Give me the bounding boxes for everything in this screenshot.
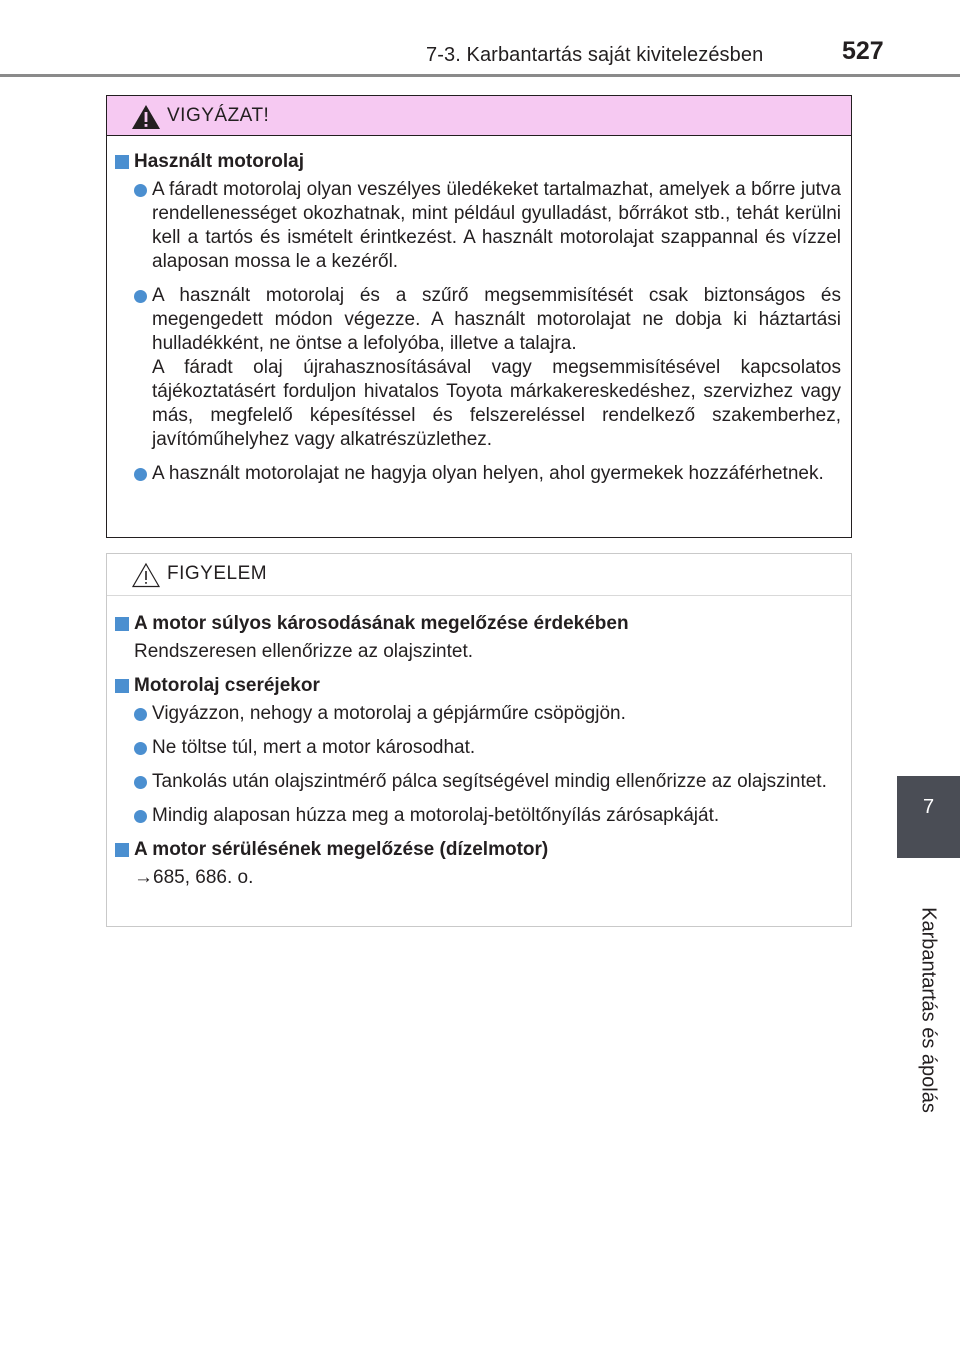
- bullet-text: A fáradt olaj újrahasznosításával vagy megsemmisítésével kapcsolatos tájékoztatásért forduljon hivatalos Toyota márkakereskedéshez, szervizhez vagy más, megfelelő képesítéssel és felszereléssel rendelkező szakemberhez, javítóműhelyhez vagy alkatrészüzlethez.: [152, 357, 841, 450]
- notice-header: [107, 554, 851, 596]
- chapter-label: Karbantartás és ápolás: [917, 907, 940, 1113]
- warning-heading: VIGYÁZAT!: [167, 105, 270, 126]
- warning-body: [107, 136, 851, 486]
- section-text: Rendszeresen ellenőrizze az olajszintet.: [134, 641, 474, 662]
- bullet-text: A használt motorolajat ne hagyja olyan helyen, ahol gyermekek hozzáférhetnek.: [152, 463, 824, 484]
- list-item: Vigyázzon, nehogy a motorolaj a gépjárműre csöpögjön.: [115, 702, 841, 726]
- list-item: Tankolás után olajszintmérő pálca segítségével mindig ellenőrizze az olajszintet.: [115, 770, 841, 794]
- warning-triangle-outline-icon: [131, 562, 161, 588]
- section-title: A motor sérülésének megelőzése (dízelmotor): [115, 838, 841, 862]
- notice-heading: FIGYELEM: [167, 563, 268, 584]
- page-number: 527: [842, 37, 884, 65]
- section-title: Használt motorolaj: [115, 150, 841, 174]
- bullet-text: A fáradt motorolaj olyan veszélyes üledékeket tartalmazhat, amelyek a bőrre jutva rendellenességet okozhatnak, mint például gyulladást, bőrrákot stb., tehát kerülni kell a tartós és ismételt érintkezést. A használt motorolajat szappannal és vízzel alaposan mossa le a kezéről.: [152, 179, 841, 272]
- list-item: [115, 178, 841, 274]
- chapter-tab: [897, 776, 960, 858]
- bullet-text: A használt motorolaj és a szűrő megsemmisítését csak biztonságos és megengedett módon végezze. A használt motorolajat ne dobja ki háztartási hulladékként, ne öntse a lefolyóba, illetve a talajra.: [152, 285, 841, 354]
- section-header-title: 7-3. Karbantartás saját kivitelezésben: [426, 44, 764, 66]
- list-item: Ne töltse túl, mert a motor károsodhat.: [115, 736, 841, 760]
- warning-header: [107, 96, 851, 136]
- warning-box: [106, 95, 852, 538]
- section-title: Motorolaj cseréjekor: [115, 674, 841, 698]
- chapter-number: 7: [922, 796, 935, 818]
- section-title: A motor súlyos károsodásának megelőzése érdekében: [115, 612, 841, 636]
- header-divider: [0, 74, 960, 77]
- warning-triangle-filled-icon: [131, 104, 161, 130]
- page-reference: →685, 686. o.: [134, 867, 254, 888]
- list-item: Mindig alaposan húzza meg a motorolaj-betöltőnyílás zárósapkáját.: [115, 804, 841, 828]
- list-item: [115, 284, 841, 452]
- notice-body: [107, 596, 851, 890]
- list-item: [115, 462, 841, 486]
- notice-box: [106, 553, 852, 927]
